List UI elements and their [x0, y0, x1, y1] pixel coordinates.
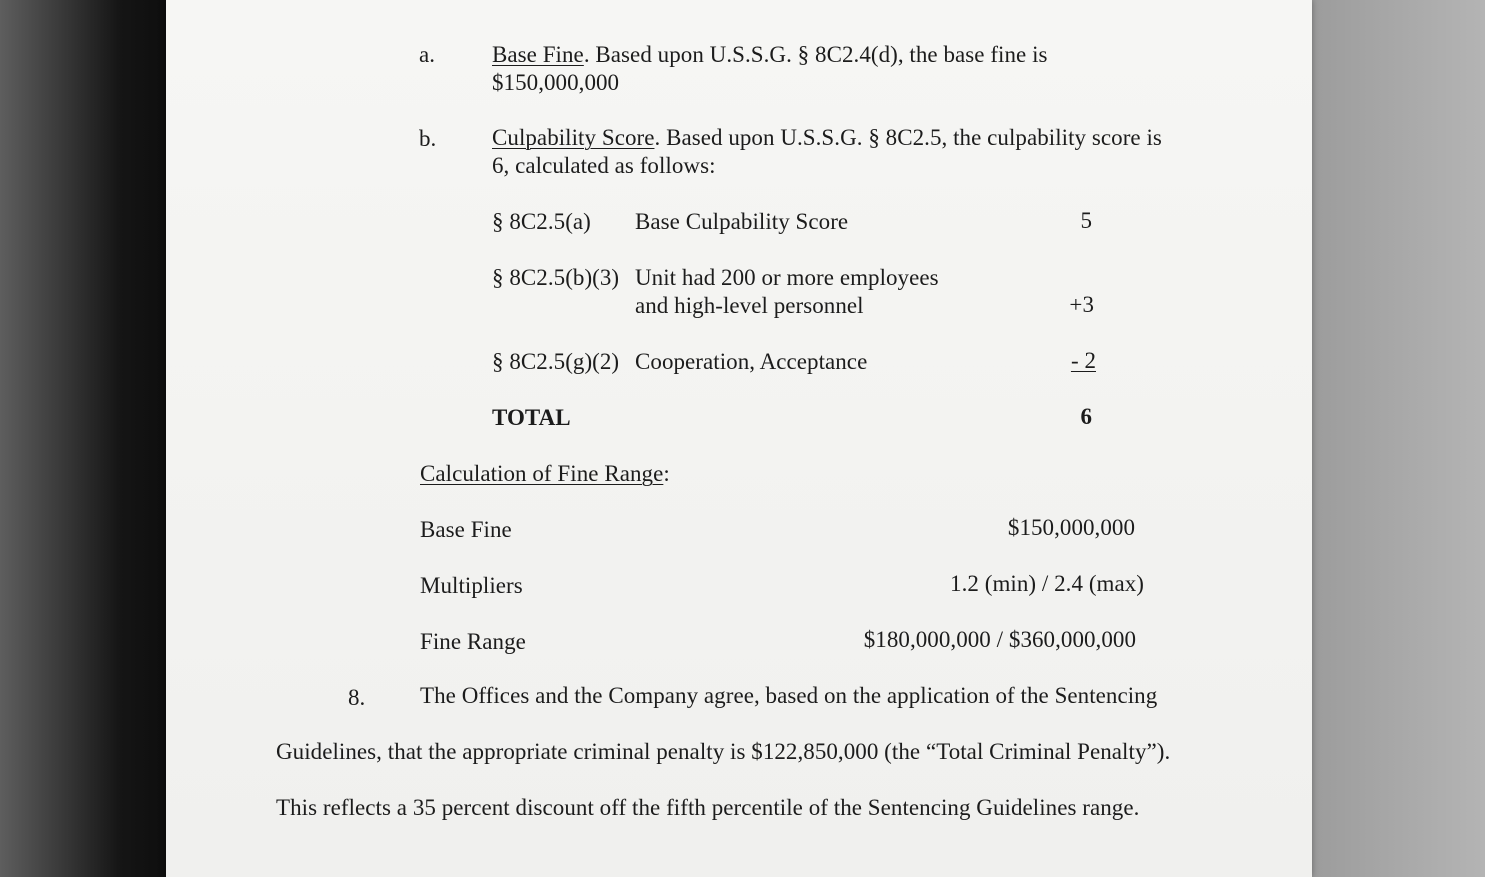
item-b-label: b.: [419, 126, 437, 151]
document-page: [166, 0, 1312, 877]
item-b-text: . Based upon U.S.S.G. § 8C2.5, the culpability score is: [654, 125, 1162, 150]
fine-range-heading-colon: :: [663, 461, 670, 486]
fine-row-label: Base Fine: [420, 517, 512, 542]
fine-row-label: Multipliers: [420, 573, 523, 598]
total-label: TOTAL: [492, 405, 571, 430]
culpability-value: +3: [1069, 292, 1094, 317]
culpability-section: § 8C2.5(a): [492, 209, 591, 234]
paragraph-line: This reflects a 35 percent discount off the fifth percentile of the Sentencing Guidelines range.: [276, 795, 1140, 820]
fine-row-value: $150,000,000: [1007, 515, 1135, 540]
culpability-description: Unit had 200 or more employees: [635, 265, 939, 290]
paragraph-number: 8.: [348, 685, 366, 710]
fine-row-label: Fine Range: [420, 629, 526, 654]
culpability-description: Base Culpability Score: [635, 209, 849, 234]
item-a-line2: $150,000,000: [492, 70, 620, 95]
item-a-text: . Based upon U.S.S.G. § 8C2.4(d), the base fine is: [583, 42, 1048, 67]
item-b-line1: [492, 124, 1162, 152]
item-a-heading: Base Fine: [492, 42, 584, 67]
item-b-heading: Culpability Score: [492, 125, 655, 150]
culpability-value: - 2: [1070, 348, 1096, 373]
culpability-section: § 8C2.5(g)(2): [492, 349, 620, 374]
culpability-value-wrap: [1046, 347, 1096, 375]
culpability-description-cont: and high-level personnel: [635, 293, 864, 318]
fine-range-heading: [420, 460, 670, 488]
item-b-line2: 6, calculated as follows:: [492, 153, 716, 178]
culpability-description: Cooperation, Acceptance: [635, 349, 868, 374]
fine-row-value: 1.2 (min) / 2.4 (max): [950, 571, 1144, 596]
item-a-line1: [492, 41, 1048, 69]
paragraph-line: The Offices and the Company agree, based on the application of the Sentencing: [420, 683, 1158, 708]
fine-row-value: $180,000,000 / $360,000,000: [863, 627, 1136, 652]
paragraph-line: Guidelines, that the appropriate criminal penalty is $122,850,000 (the “Total Criminal Penalty”).: [276, 739, 1171, 764]
culpability-value: 5: [1080, 208, 1092, 233]
total-value: 6: [1080, 404, 1092, 429]
item-a-label: a.: [419, 42, 436, 67]
fine-range-heading-text: Calculation of Fine Range: [420, 461, 664, 486]
culpability-section: § 8C2.5(b)(3): [492, 265, 620, 290]
